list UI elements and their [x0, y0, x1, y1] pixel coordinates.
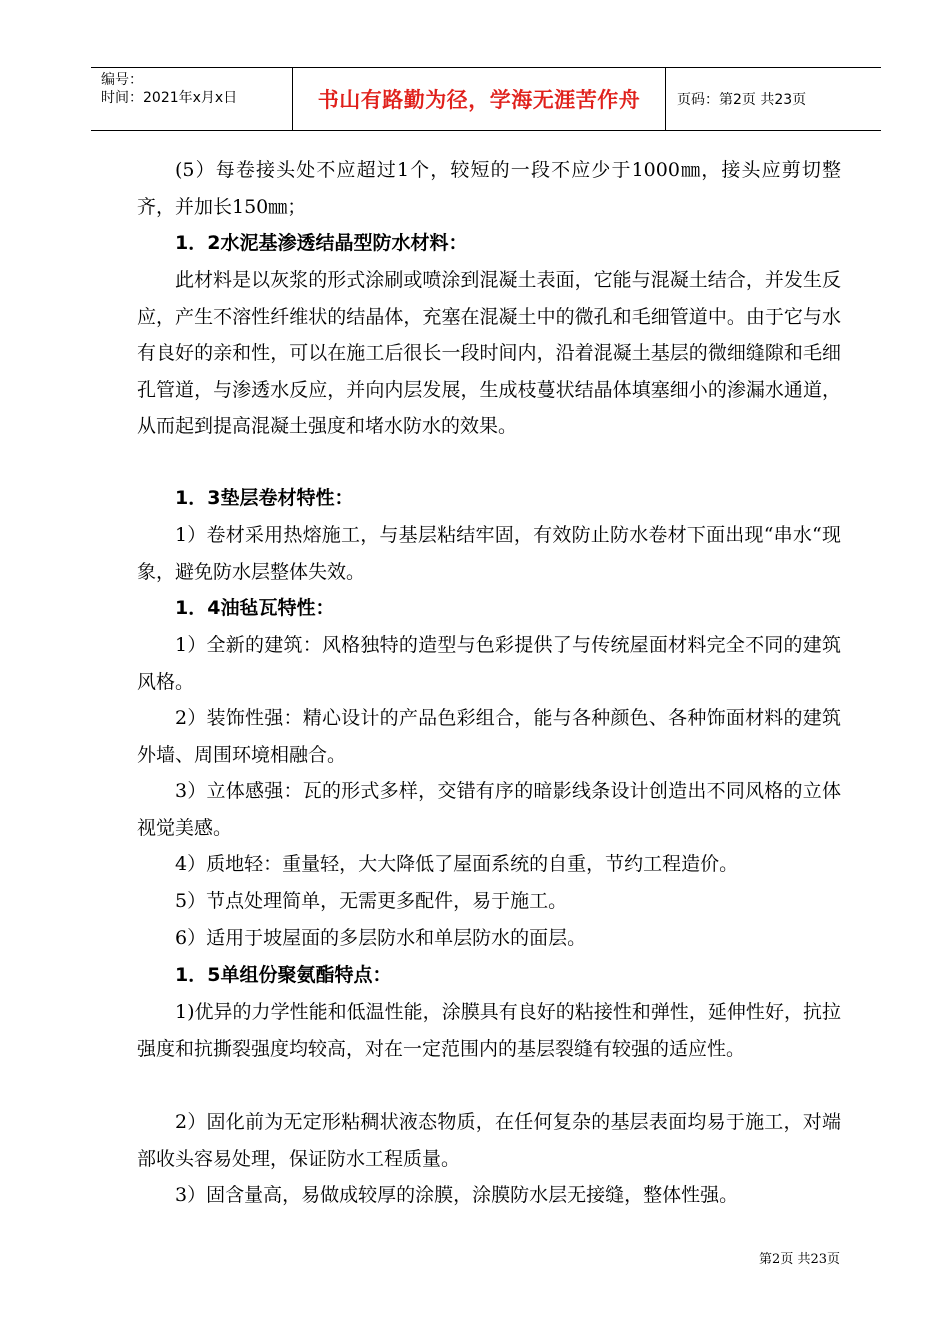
paragraph: 4）质地轻：重量轻，大大降低了屋面系统的自重，节约工程造价。: [175, 853, 739, 875]
paragraph: 5）节点处理简单，无需更多配件，易于施工。: [175, 890, 568, 912]
paragraph: 1）全新的建筑：风格独特的造型与色彩提供了与传统屋面材料完全不同的建筑风格。: [137, 634, 841, 693]
section-heading: 1．2水泥基渗透结晶型防水材料：: [175, 232, 468, 254]
paragraph: 此材料是以灰浆的形式涂刷或喷涂到混凝土表面，它能与混凝土结合，并发生反应，产生不溶性纤维状的结晶体，充塞在混凝土中的微孔和毛细管道中。由于它与水有良好的亲和性，可以在施工后很长一段时间内，沿着混凝土基层的微细缝隙和毛细孔管道，与渗透水反应，并向内层发展，生成枝蔓状结晶体填塞细小的渗漏水通道，从而起到提高混凝土强度和堵水防水的效果。: [137, 269, 841, 437]
paragraph: 6）适用于坡屋面的多层防水和单层防水的面层。: [175, 927, 587, 949]
section-heading: 1．3垫层卷材特性：: [175, 487, 354, 509]
page-header: [91, 67, 881, 131]
time-label: 时间：2021年x月x日: [101, 90, 238, 106]
paragraph: 1)优异的力学性能和低温性能，涂膜具有良好的粘接性和弹性，延伸性好，抗拉强度和抗撕裂强度均较高，对在一定范围内的基层裂缝有较强的适应性。: [137, 1001, 841, 1060]
paragraph: 2）装饰性强：精心设计的产品色彩组合，能与各种颜色、各种饰面材料的建筑外墙、周围环境相融合。: [137, 707, 841, 766]
section-heading: 1．5单组份聚氨酯特点：: [175, 964, 392, 986]
section-heading: 1．4油毡瓦特性：: [175, 597, 335, 619]
doc-number-label: 编号：: [101, 72, 143, 88]
footer-page-number: 第2页 共23页: [759, 1252, 840, 1267]
paragraph: 2）固化前为无定形粘稠状液态物质，在任何复杂的基层表面均易于施工，对端部收头容易处理，保证防水工程质量。: [137, 1111, 841, 1170]
header-page-number: 页码：第2页 共23页: [677, 92, 807, 108]
paragraph: (5）每卷接头处不应超过1个，较短的一段不应少于1000㎜，接头应剪切整齐，并加长150㎜；: [137, 159, 841, 218]
paragraph: 3）立体感强：瓦的形式多样，交错有序的暗影线条设计创造出不同风格的立体视觉美感。: [137, 780, 841, 839]
header-divider: [665, 68, 666, 130]
page-footer: [0, 1248, 950, 1267]
paragraph: 1）卷材采用热熔施工，与基层粘结牢固，有效防止防水卷材下面出现“串水“现象，避免防水层整体失效。: [137, 524, 841, 583]
header-meta: [101, 71, 237, 107]
paragraph: 3）固含量高，易做成较厚的涂膜，涂膜防水层无接缝，整体性强。: [175, 1184, 739, 1206]
header-motto: 书山有路勤为径，学海无涯苦作舟: [317, 88, 641, 112]
